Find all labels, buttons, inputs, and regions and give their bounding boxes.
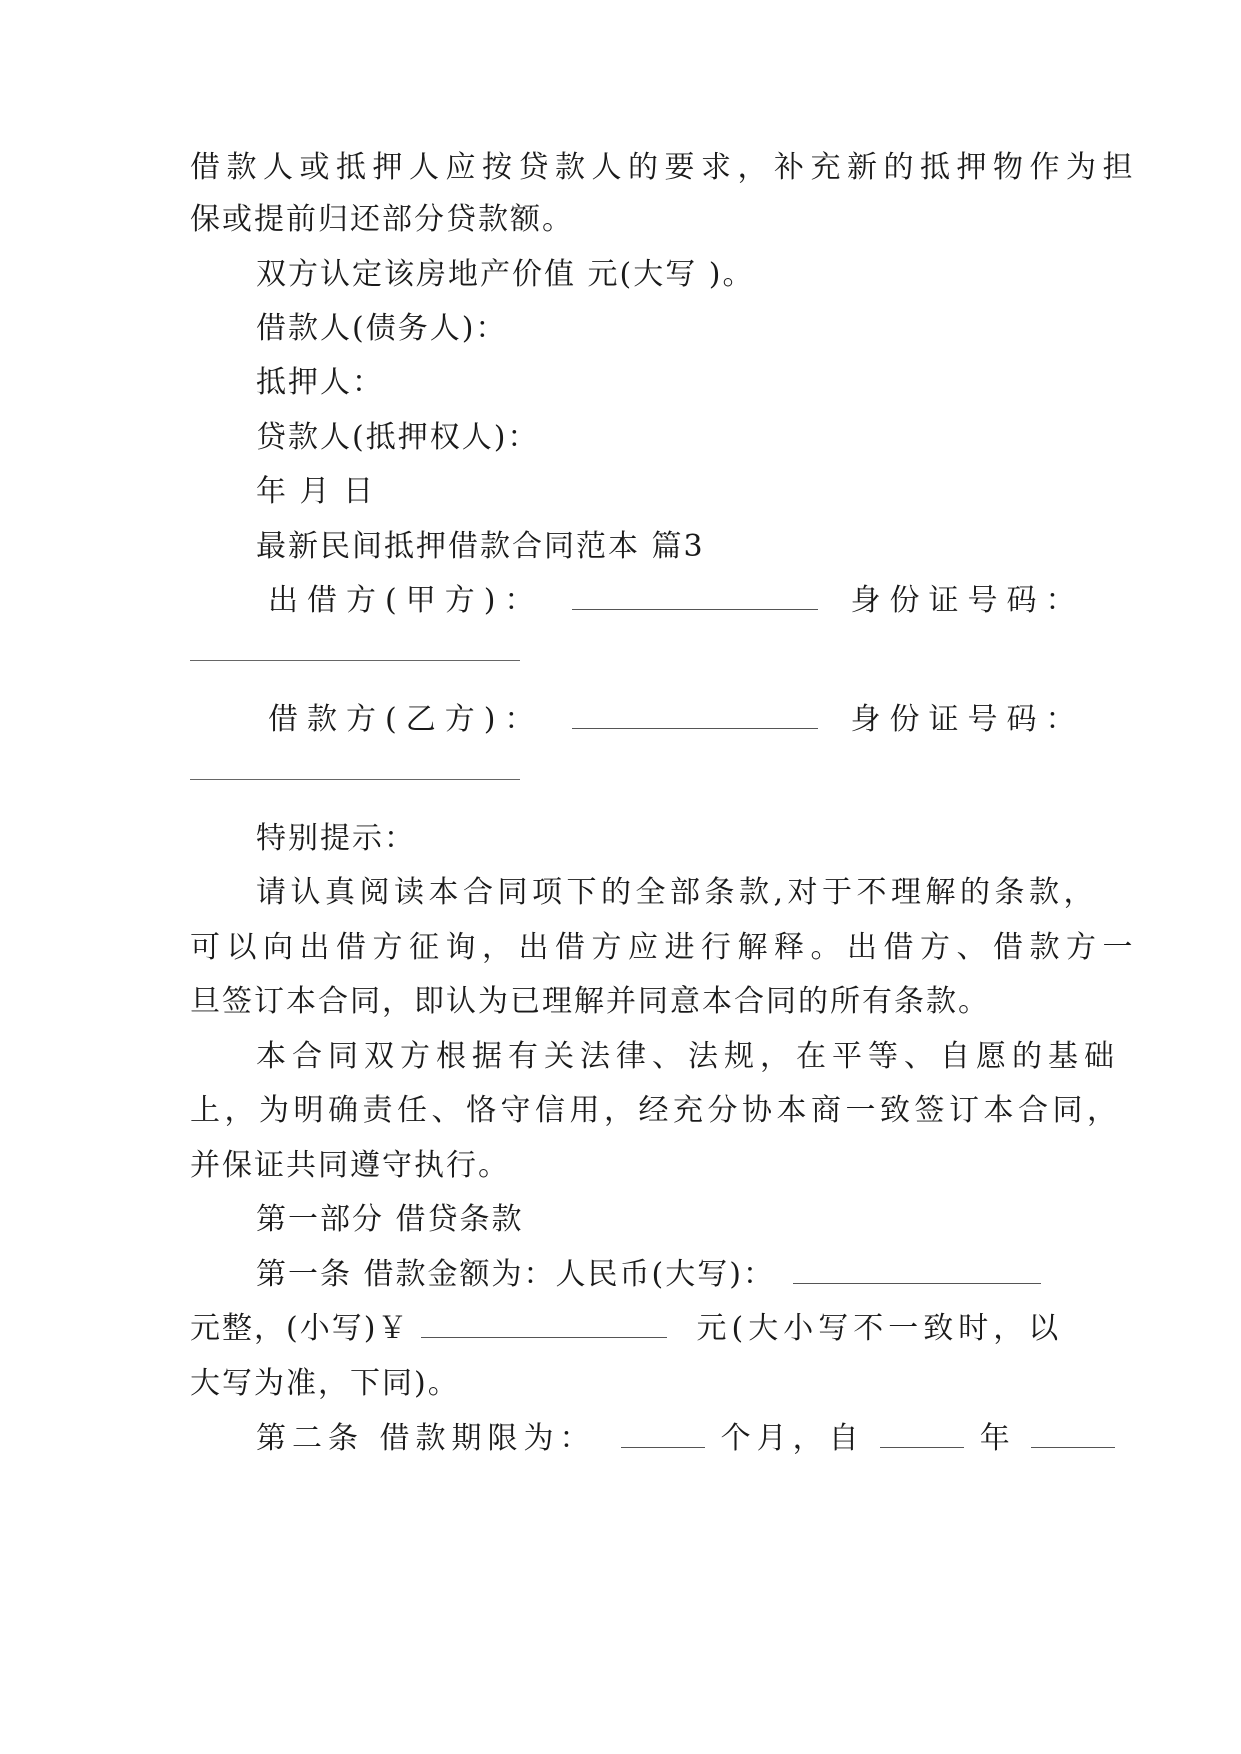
- text-line: 双方认定该房地产价值 元(大写 )。: [256, 257, 755, 292]
- text-line-content: 借款人或抵押人应按贷款人的要求，补充新的抵押物作为担: [190, 150, 1139, 185]
- article-1-prefix: 第一条 借款金额为：人民币(大写)：: [256, 1257, 775, 1292]
- borrower-id-label: 身份证号码：: [850, 702, 1085, 737]
- article-1-text: 元整，(小写)￥: [190, 1311, 410, 1346]
- lender-id-label: 身份证号码：: [850, 583, 1085, 618]
- borrower-line: [268, 700, 1085, 740]
- borrower-label: 借款方(乙方)：: [268, 702, 544, 737]
- article-2-prefix: 第二条 借款期限为：: [256, 1421, 596, 1456]
- article-2-text: 个月，自: [720, 1421, 865, 1456]
- borrower-name-blank: [572, 700, 818, 729]
- article-2-text: 年: [979, 1421, 1016, 1456]
- lender-id-blank: [190, 660, 520, 661]
- start-year-blank: [880, 1419, 964, 1448]
- amount-figures-blank: [421, 1309, 667, 1338]
- text-line: 贷款人(抵押权人)：: [256, 420, 540, 455]
- borrower-id-blank: [190, 779, 520, 780]
- notice-line: 旦签订本合同，即认为已理解并同意本合同的所有条款。: [190, 984, 990, 1019]
- basis-line: 上，为明确责任、恪守信用，经充分协本商一致签订本合同，: [190, 1093, 1122, 1128]
- text-line: 借款人(债务人)：: [256, 311, 508, 346]
- notice-line: 请认真阅读本合同项下的全部条款,对于不理解的条款，: [256, 875, 1099, 910]
- article-1-line: [190, 1309, 1064, 1349]
- notice-line: 可以向出借方征询，出借方应进行解释。出借方、借款方一: [190, 930, 1139, 965]
- article-1-line: [256, 1255, 1050, 1295]
- date-line: 年 月 日: [256, 474, 376, 509]
- months-blank: [621, 1419, 705, 1448]
- text-line: [190, 148, 1139, 188]
- article-2-line: [256, 1419, 1050, 1459]
- text-line: 保或提前归还部分贷款额。: [190, 202, 574, 237]
- basis-line: 并保证共同遵守执行。: [190, 1148, 510, 1183]
- basis-line: 本合同双方根据有关法律、法规，在平等、自愿的基础: [256, 1039, 1120, 1074]
- lender-line: [268, 581, 1085, 621]
- lender-name-blank: [572, 581, 818, 610]
- amount-words-blank: [793, 1255, 1041, 1284]
- article-1-line: 大写为准，下同)。: [190, 1366, 460, 1401]
- part-one-title: 第一部分 借贷条款: [256, 1202, 524, 1237]
- article-1-text: 元(大小写不一致时，以: [696, 1311, 1064, 1346]
- section-heading: 最新民间抵押借款合同范本 篇3: [256, 529, 705, 564]
- notice-title: 特别提示：: [256, 821, 416, 856]
- lender-label: 出借方(甲方)：: [268, 583, 544, 618]
- start-month-blank: [1031, 1419, 1115, 1448]
- text-line: 抵押人：: [256, 365, 384, 400]
